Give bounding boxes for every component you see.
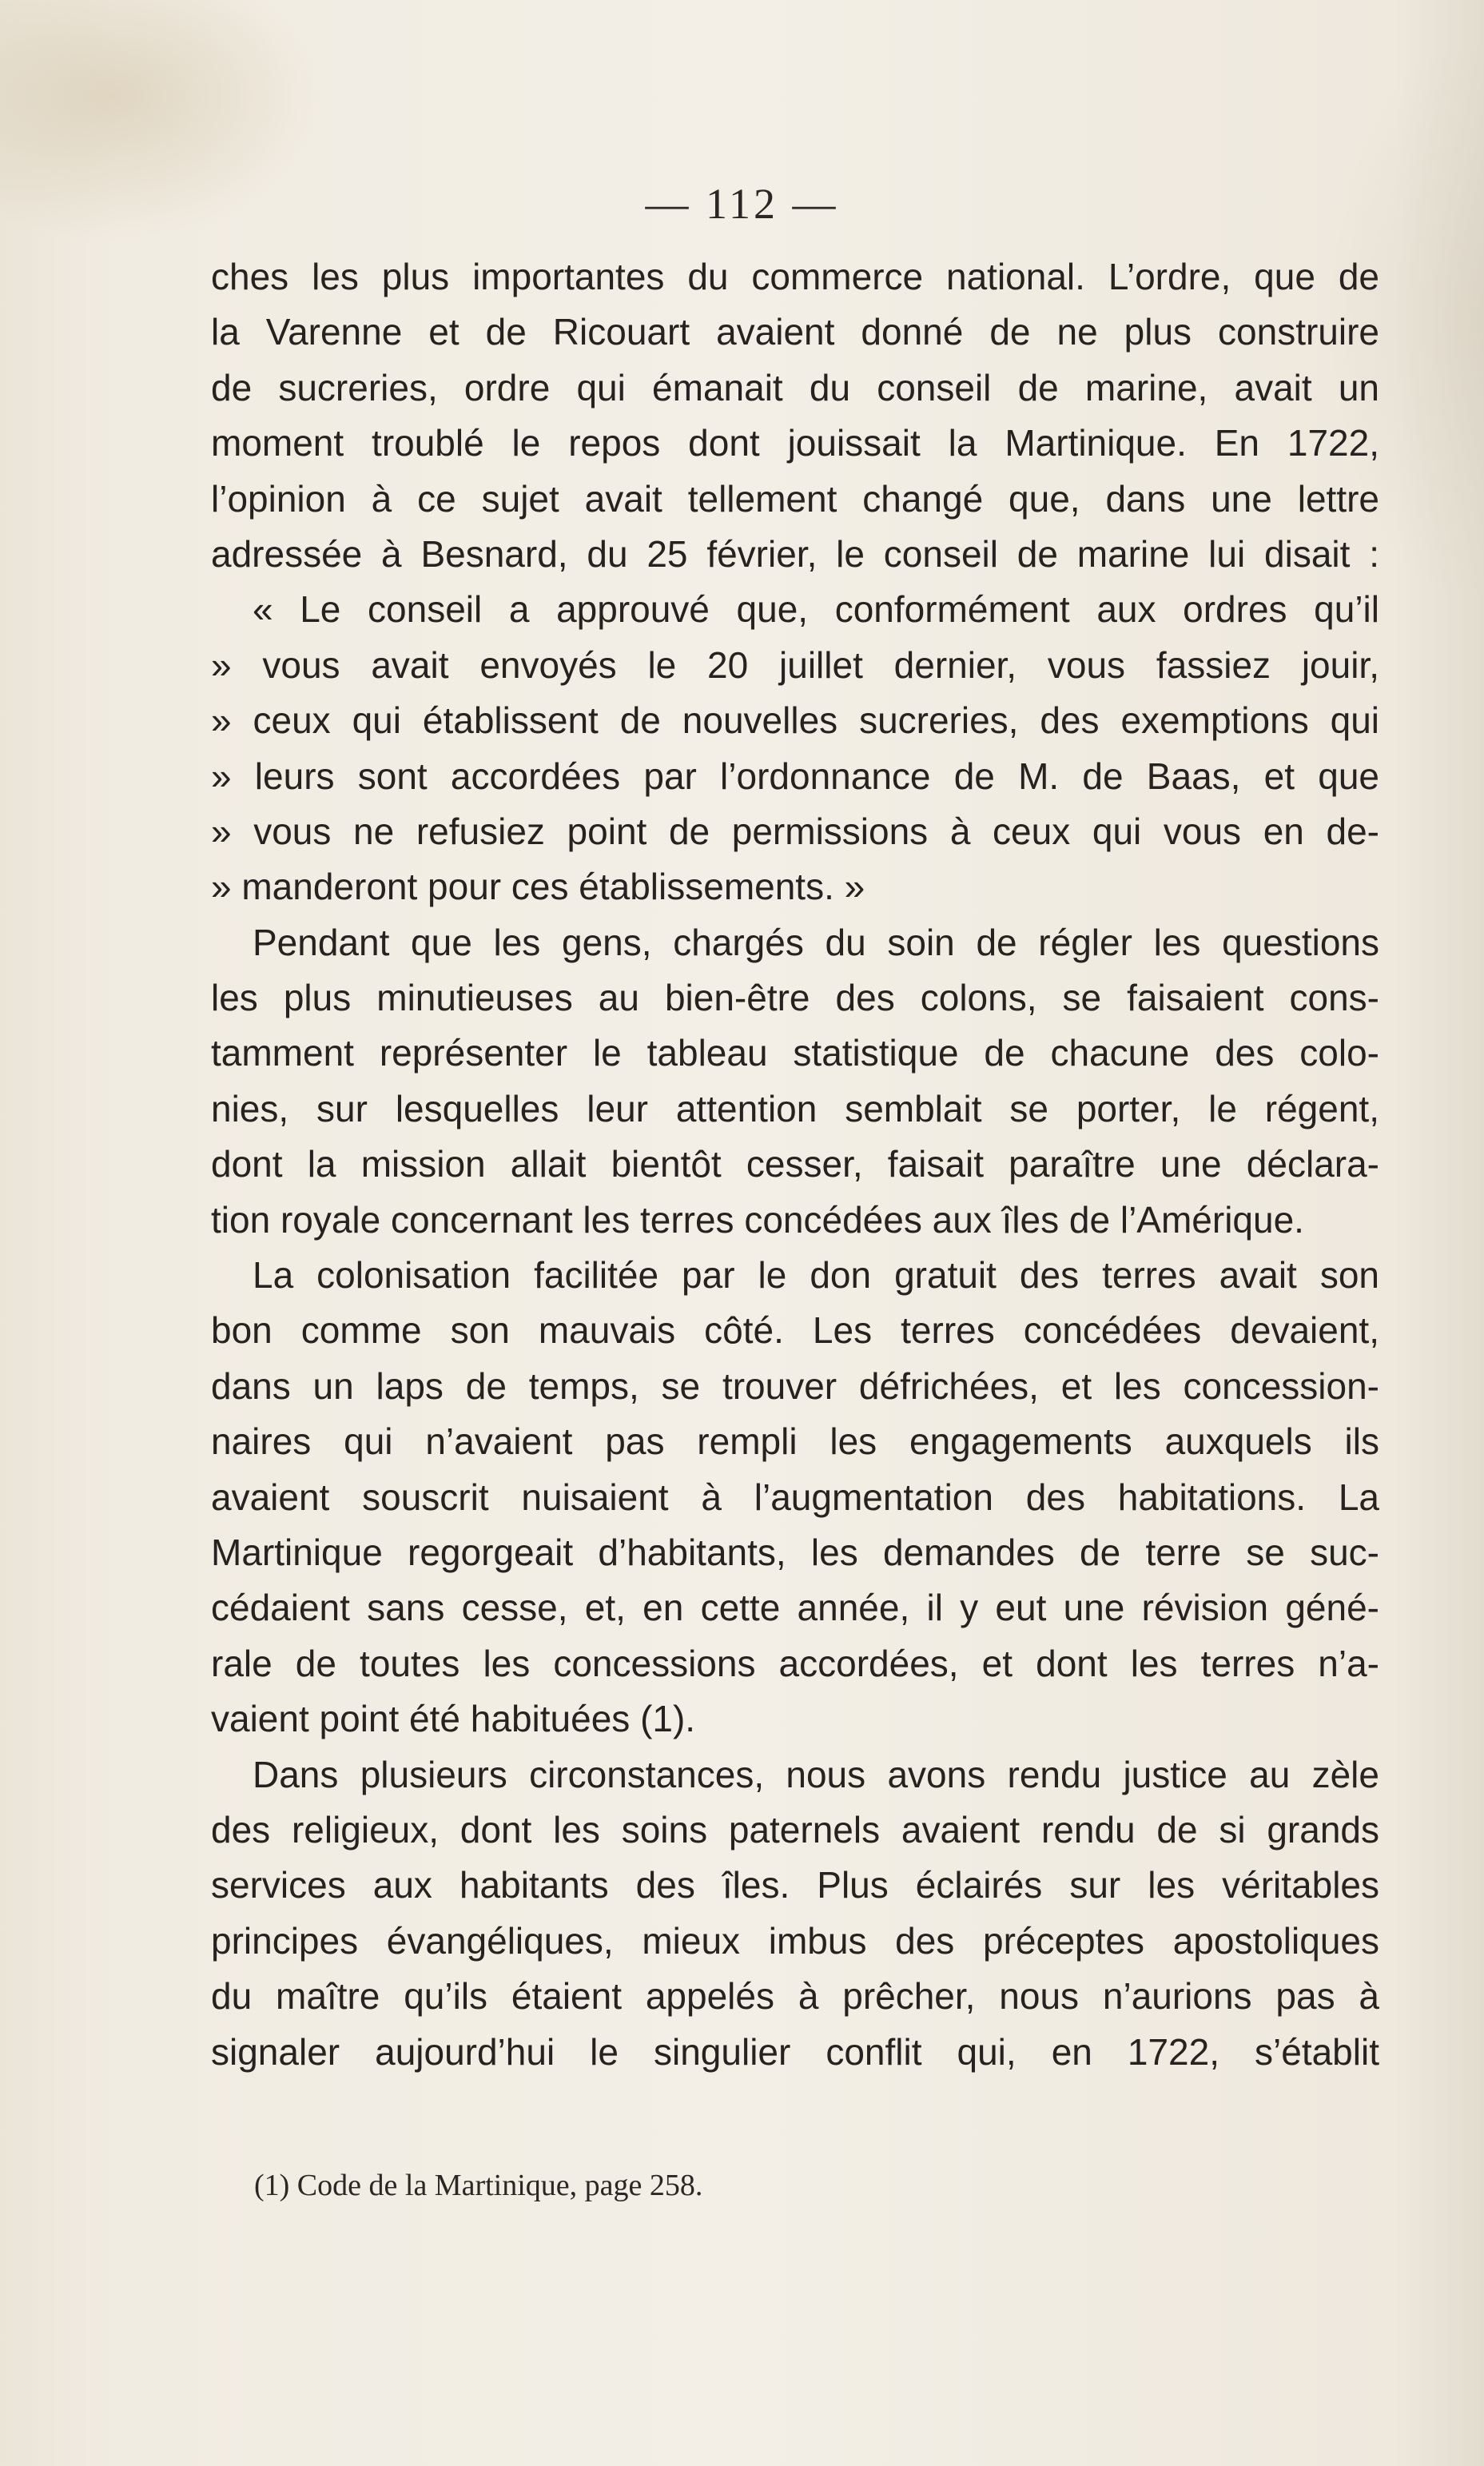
text-line: » manderont pour ces établissements. » bbox=[211, 866, 865, 908]
footnote: (1) Code de la Martinique, page 258. bbox=[254, 2169, 703, 2202]
text-line: principes évangéliques, mieux imbus des préceptes apostoliques bbox=[211, 1919, 1379, 1962]
text-line: dans un laps de temps, se trouver défrichées, et les concession- bbox=[211, 1364, 1379, 1407]
text-line: tamment représenter le tableau statistique de chacune des colo- bbox=[211, 1032, 1379, 1074]
text-line: » vous ne refusiez point de permissions à ceux qui vous en de- bbox=[211, 810, 1379, 852]
text-line: de sucreries, ordre qui émanait du conseil de marine, avait un bbox=[211, 366, 1379, 408]
text-line: les plus minutieuses au bien-être des colons, se faisaient cons- bbox=[211, 977, 1379, 1019]
text-line: nies, sur lesquelles leur attention semblait se porter, le régent, bbox=[211, 1087, 1379, 1129]
text-line: du maître qu’ils étaient appelés à prêcher, nous n’aurions pas à bbox=[211, 1975, 1379, 2018]
text-line: services aux habitants des îles. Plus éclairés sur les véritables bbox=[211, 1864, 1379, 1906]
text-line: bon comme son mauvais côté. Les terres concédées devaient, bbox=[211, 1309, 1379, 1352]
text-line: l’opinion à ce sujet avait tellement changé que, dans une lettre bbox=[211, 477, 1379, 520]
page-number: — 112 — bbox=[645, 180, 839, 228]
text-line: ches les plus importantes du commerce national. L’ordre, que de bbox=[211, 256, 1379, 297]
text-line: rale de toutes les concessions accordées, et dont les terres n’a- bbox=[211, 1642, 1379, 1684]
text-line: la Varenne et de Ricouart avaient donné de ne plus construire bbox=[211, 311, 1379, 353]
text-line: avaient souscrit nuisaient à l’augmentation des habitations. La bbox=[211, 1476, 1379, 1518]
text-line: dont la mission allait bientôt cesser, faisait paraître une déclara- bbox=[211, 1143, 1379, 1185]
text-line: signaler aujourd’hui le singulier conflit qui, en 1722, s’établit bbox=[211, 2030, 1379, 2073]
text-line: adressée à Besnard, du 25 février, le conseil de marine lui disait : bbox=[211, 532, 1379, 575]
text-line: vaient point été habituées (1). bbox=[211, 1698, 696, 1740]
text-line: » leurs sont accordées par l’ordonnance de M. de Baas, et que bbox=[211, 755, 1379, 797]
body-text bbox=[211, 249, 1379, 2080]
text-line: moment troublé le repos dont jouissait la Martinique. En 1722, bbox=[211, 422, 1379, 464]
text-line: Martinique regorgeait d’habitants, les demandes de terre se suc- bbox=[211, 1531, 1379, 1573]
text-line: tion royale concernant les terres concédées aux îles de l’Amérique. bbox=[211, 1198, 1304, 1241]
text-line: « Le conseil a approuvé que, conformément aux ordres qu’il bbox=[253, 588, 1379, 631]
text-line: Pendant que les gens, chargés du soin de régler les questions bbox=[253, 921, 1379, 963]
text-line: » ceux qui établissent de nouvelles sucreries, des exemptions qui bbox=[211, 699, 1379, 742]
text-line: cédaient sans cesse, et, en cette année, il y eut une révision géné- bbox=[211, 1587, 1379, 1629]
text-line: » vous avait envoyés le 20 juillet dernier, vous fassiez jouir, bbox=[211, 643, 1379, 686]
text-line: des religieux, dont les soins paternels avaient rendu de si grands bbox=[211, 1808, 1379, 1850]
text-line: Dans plusieurs circonstances, nous avons rendu justice au zèle bbox=[253, 1753, 1379, 1795]
text-line: La colonisation facilitée par le don gratuit des terres avait son bbox=[253, 1254, 1379, 1297]
text-line: naires qui n’avaient pas rempli les engagements auxquels ils bbox=[211, 1420, 1379, 1463]
